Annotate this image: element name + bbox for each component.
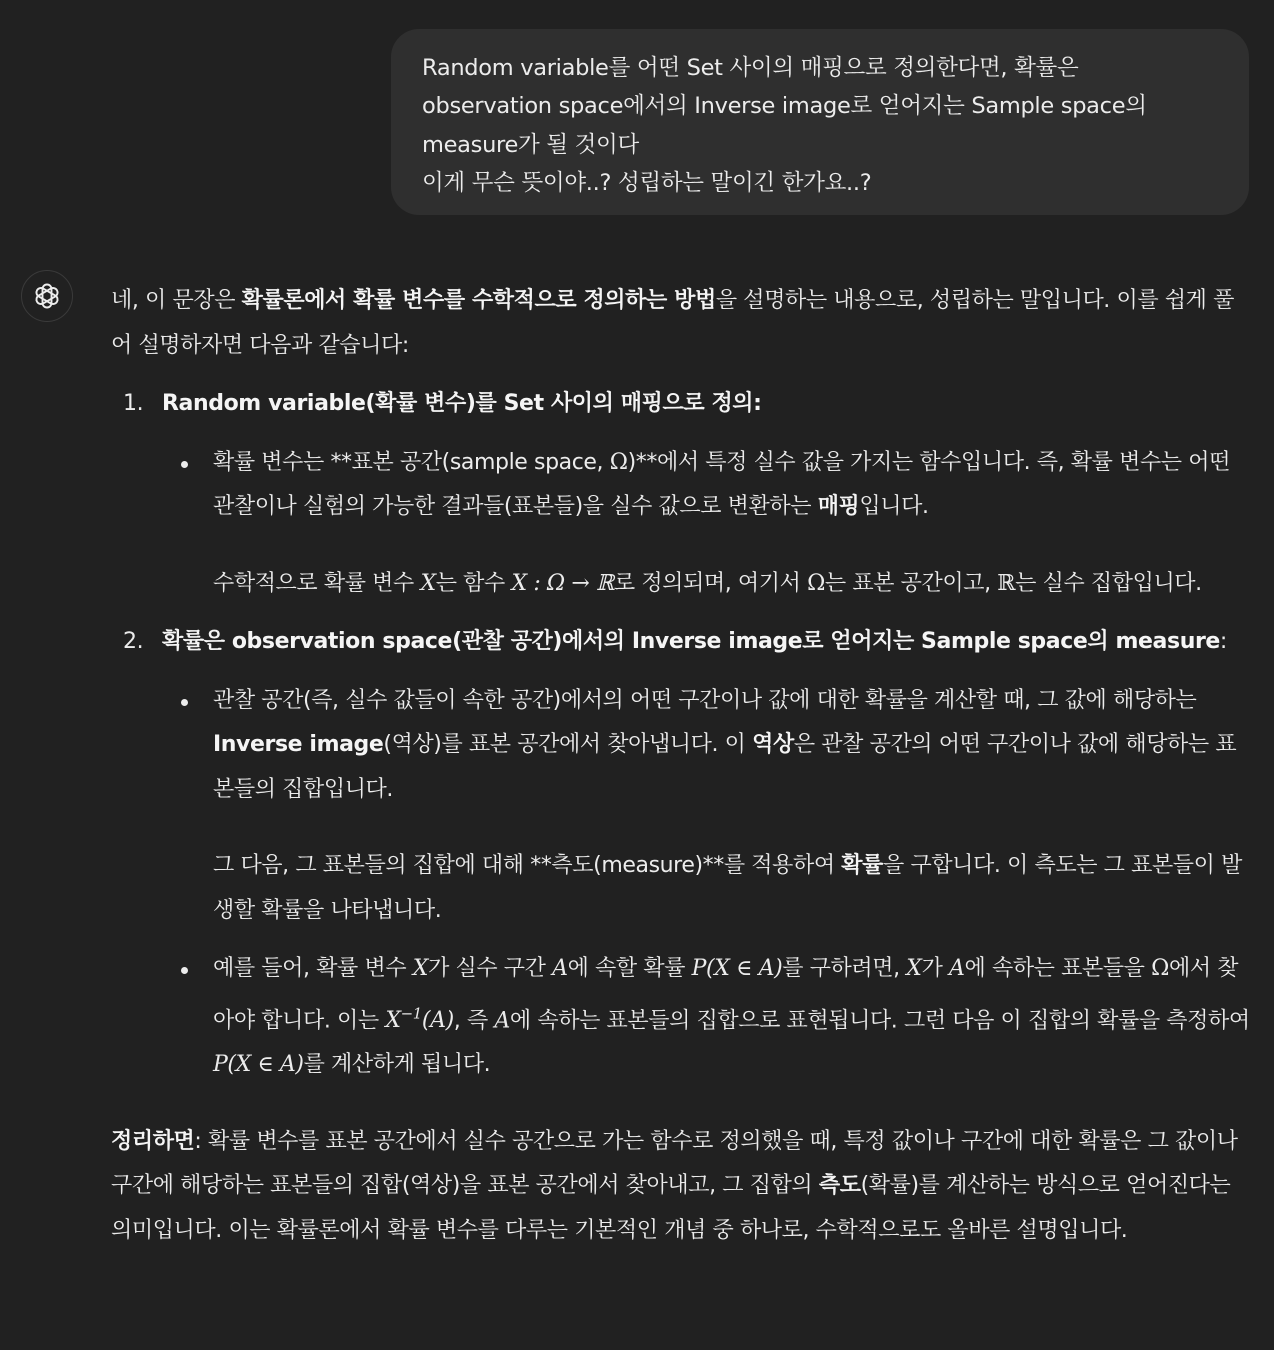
text: (확률)를 계산하는 방식으로 얻어진다는 의미입니다. 이는 확률론에서 확률 변수를 다루는 기본적인 개념 중 하나로, 수학적으로도 올바른 설명입니다. xyxy=(111,1173,1231,1243)
assistant-avatar xyxy=(21,270,73,322)
user-message-line: measure가 될 것이다 xyxy=(422,131,639,158)
text: 로 정의되며, 여기서 xyxy=(613,570,808,596)
text: 에서 찾아야 합니다. 이는 xyxy=(213,956,1239,1033)
intro-text: 을 설명하는 내용으로, 성립하는 말입니다. 이를 쉽게 풀어 설명하자면 다음과 같습니다: xyxy=(111,288,1234,358)
math-probability: P(X ∈ A) xyxy=(213,1052,304,1078)
step-2-bullet-1-text xyxy=(213,679,1251,813)
math-a: A xyxy=(552,956,568,981)
step-1-bullet-1-text xyxy=(213,441,1251,530)
user-message-line: observation space에서의 Inverse image로 얻어지는 Sample space의 xyxy=(422,93,1147,120)
text: 을 구합니다. 이 측도는 그 표본들이 발생할 확률을 나타냅니다. xyxy=(213,853,1242,923)
step-2-bullets xyxy=(162,679,1251,1088)
summary-paragraph xyxy=(111,1120,1251,1254)
text: 가 xyxy=(921,956,950,981)
bold-text: 측도 xyxy=(818,1173,861,1199)
user-message-line: Random variable를 어떤 Set 사이의 매핑으로 정의한다면, 확률은 xyxy=(422,55,1079,81)
intro-bold: 확률론에서 확률 변수를 수학적으로 정의하는 방법 xyxy=(241,288,716,313)
math-omega: Ω xyxy=(1151,956,1169,981)
math-omega: Ω xyxy=(807,570,825,596)
text: 확률 변수는 **표본 공간(sample space, xyxy=(213,449,610,475)
text: 은 관찰 공간의 어떤 구간이나 값에 해당하는 표본들의 집합입니다. xyxy=(213,732,1237,802)
text: 예를 들어, 확률 변수 xyxy=(213,956,413,981)
bold-text: 확률 xyxy=(841,853,884,878)
math-a: A xyxy=(949,956,965,981)
bold-text: 정리하면 xyxy=(111,1128,195,1154)
step-2-bullet-2-text xyxy=(213,947,1251,1088)
user-message-bubble xyxy=(391,29,1249,215)
math-reals: ℝ xyxy=(997,570,1016,596)
assistant-message xyxy=(111,279,1251,1253)
math-probability: P(X ∈ A) xyxy=(691,956,783,981)
text: 수학적으로 확률 변수 xyxy=(213,570,421,596)
intro-paragraph xyxy=(111,279,1251,368)
bold-text: 역상 xyxy=(752,732,794,757)
step-2-bullet-1-para-2 xyxy=(213,844,1251,933)
list-item xyxy=(162,947,1251,1088)
text: 에 속할 확률 xyxy=(567,956,692,981)
math-inverse-image xyxy=(385,1004,454,1033)
text: 그 다음, 그 표본들의 집합에 대해 **측도(measure)**를 적용하여 xyxy=(213,853,842,878)
math-x: X xyxy=(412,956,429,981)
openai-logo-icon xyxy=(32,281,62,311)
text: 가 실수 구간 xyxy=(428,956,553,981)
math-function: X : Ω → ℝ xyxy=(511,570,614,596)
math-a: A xyxy=(494,1007,510,1033)
text: 를 계산하게 됩니다. xyxy=(303,1052,491,1078)
step-1-title: Random variable(확률 변수)를 Set 사이의 매핑으로 정의: xyxy=(162,391,762,416)
text: , 즉 xyxy=(453,1007,495,1033)
step-number: 2. xyxy=(123,629,144,654)
text: )**에서 특정 실수 값을 가지는 함수입니다. 즉, 확률 변수는 어떤 관찰이나 실험의 가능한 결과들(표본들)을 실수 값으로 변환하는 xyxy=(213,449,1230,519)
math-exponent: −1 xyxy=(400,1004,422,1023)
text: : 확률 변수를 표본 공간에서 실수 공간으로 가는 함수로 정의했을 때, 특정 값이나 구간에 대한 확률은 그 값이나 구간에 해당하는 표본들의 집합(역상)을 표본 공간에서 찾아내고, 그 집합의 xyxy=(111,1128,1238,1199)
math-argument: (A) xyxy=(421,1007,454,1033)
list-item xyxy=(162,679,1251,934)
math-omega: Ω xyxy=(609,449,628,475)
text: 를 구하려면, xyxy=(782,956,907,981)
text: 는 표본 공간이고, xyxy=(824,570,998,596)
explanation-list xyxy=(111,382,1251,1088)
text: (역상)를 표본 공간에서 찾아냅니다. 이 xyxy=(383,732,753,757)
text: 입니다. xyxy=(859,494,929,519)
step-1 xyxy=(111,382,1251,606)
math-x: X xyxy=(906,956,922,981)
list-item xyxy=(162,441,1251,607)
text: 에 속하는 표본들을 xyxy=(964,956,1152,981)
step-number: 1. xyxy=(123,391,144,416)
step-2 xyxy=(111,620,1251,1088)
title-colon: : xyxy=(1219,629,1227,654)
step-2-title: 확률은 observation space(관찰 공간)에서의 Inverse image로 얻어지는 Sample space의 measure xyxy=(162,629,1220,654)
user-message-line: 이게 무슨 뜻이야..? 성립하는 말이긴 한가요..? xyxy=(422,169,872,196)
intro-text: 네, 이 문장은 xyxy=(111,288,242,313)
math-x: X xyxy=(420,570,436,596)
math-x: X xyxy=(385,1007,401,1033)
step-1-bullet-1-para-2 xyxy=(213,562,1251,607)
text: 는 실수 집합입니다. xyxy=(1015,570,1202,596)
step-1-bullets xyxy=(162,441,1251,607)
text: 는 함수 xyxy=(435,570,512,596)
text: 관찰 공간(즉, 실수 값들이 속한 공간)에서의 어떤 구간이나 값에 대한 확률을 계산할 때, 그 값에 해당하는 xyxy=(213,687,1197,713)
bold-text: Inverse image xyxy=(213,732,384,757)
text: 에 속하는 표본들의 집합으로 표현됩니다. 그런 다음 이 집합의 확률을 측정하여 xyxy=(509,1007,1250,1033)
bold-text: 매핑 xyxy=(817,494,860,519)
